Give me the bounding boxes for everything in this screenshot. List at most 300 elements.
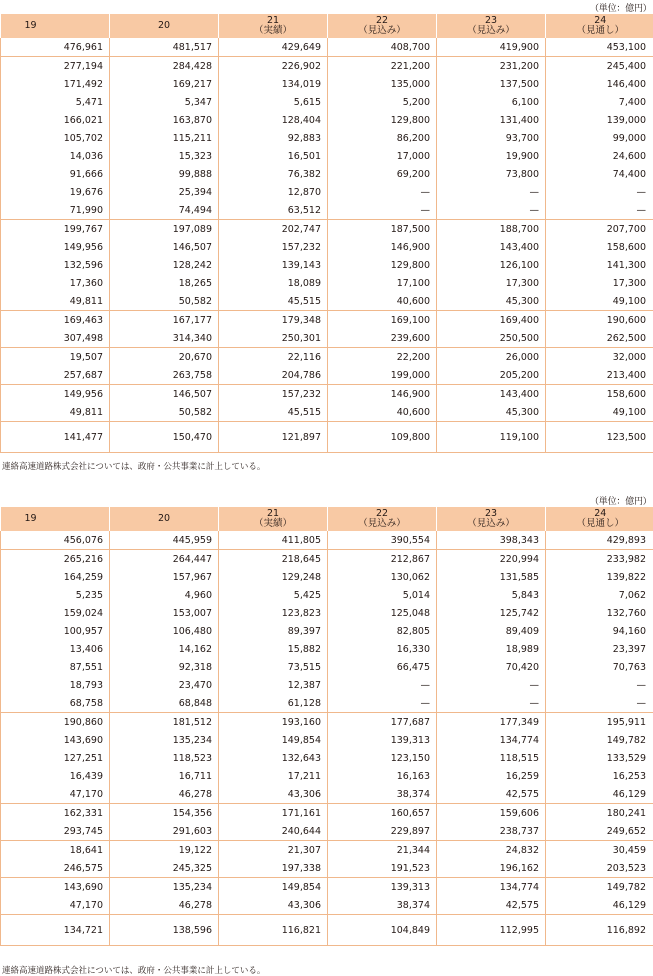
- table-cell: 129,248: [219, 568, 328, 586]
- table-row: [1, 859, 653, 878]
- table-cell: 16,330: [328, 640, 437, 658]
- table-cell: 139,822: [546, 568, 653, 586]
- header-sub: （見込み）: [437, 26, 545, 36]
- header-year: 19: [25, 20, 37, 31]
- table-cell: 68,758: [1, 694, 110, 713]
- header-year: 21: [267, 15, 279, 26]
- table-cell: 171,161: [219, 804, 328, 823]
- table-cell: 21,307: [219, 841, 328, 860]
- table-cell: 229,897: [328, 822, 437, 841]
- table-cell: 238,737: [437, 822, 546, 841]
- table-cell: 99,000: [546, 129, 653, 147]
- table-cell: 24,600: [546, 147, 653, 165]
- total-row: [1, 422, 653, 453]
- table-cell: 180,241: [546, 804, 653, 823]
- table-cell: 125,742: [437, 604, 546, 622]
- table-cell: —: [546, 183, 653, 201]
- table-cell: 94,160: [546, 622, 653, 640]
- table-cell: 207,700: [546, 220, 653, 239]
- table-cell: 250,301: [219, 329, 328, 348]
- table-cell: 5,347: [110, 93, 219, 111]
- table-cell: 284,428: [110, 57, 219, 76]
- table-cell: 264,447: [110, 550, 219, 569]
- header-year-22: [328, 14, 437, 38]
- table-cell: 43,306: [219, 785, 328, 804]
- table-cell: 89,397: [219, 622, 328, 640]
- header-sub: （実績）: [219, 26, 327, 36]
- table-cell: 46,278: [110, 785, 219, 804]
- table-cell: 12,870: [219, 183, 328, 201]
- table-row: [1, 586, 653, 604]
- table-cell: —: [546, 676, 653, 694]
- table-cell: 157,232: [219, 385, 328, 404]
- table-cell: 445,959: [110, 531, 219, 550]
- table-row: [1, 785, 653, 804]
- table-cell: 456,076: [1, 531, 110, 550]
- table-cell: 291,603: [110, 822, 219, 841]
- table-cell: 115,211: [110, 129, 219, 147]
- table-cell: 135,000: [328, 75, 437, 93]
- table-cell: 190,860: [1, 713, 110, 732]
- table-cell: 17,211: [219, 767, 328, 785]
- table-cell: 190,600: [546, 311, 653, 330]
- table-row: [1, 531, 653, 550]
- table-cell: 169,217: [110, 75, 219, 93]
- table-cell: 419,900: [437, 38, 546, 57]
- header-year-19: [1, 507, 110, 531]
- table-cell: 46,129: [546, 785, 653, 804]
- table-row: [1, 93, 653, 111]
- table-cell: 5,425: [219, 586, 328, 604]
- table-row: [1, 311, 653, 330]
- table-cell: 143,690: [1, 731, 110, 749]
- header-year: 21: [267, 508, 279, 519]
- table-cell: 46,278: [110, 896, 219, 915]
- table-cell: 143,400: [437, 385, 546, 404]
- table-cell: 19,507: [1, 348, 110, 367]
- table-cell: 197,089: [110, 220, 219, 239]
- data-table: [0, 507, 653, 946]
- table-cell: 7,400: [546, 93, 653, 111]
- table-cell: 49,811: [1, 292, 110, 311]
- table-cell: 146,900: [328, 238, 437, 256]
- table-row: [1, 713, 653, 732]
- table-row: [1, 348, 653, 367]
- table-cell: 18,089: [219, 274, 328, 292]
- table-cell: 73,800: [437, 165, 546, 183]
- header-year-20: [110, 14, 219, 38]
- table-cell: 30,459: [546, 841, 653, 860]
- table-cell: 50,582: [110, 403, 219, 422]
- table-cell: —: [437, 183, 546, 201]
- header-year-21: [219, 14, 328, 38]
- table-row: [1, 38, 653, 57]
- table-cell: 12,387: [219, 676, 328, 694]
- table-cell: 14,036: [1, 147, 110, 165]
- table-cell: 398,343: [437, 531, 546, 550]
- table-cell: 68,848: [110, 694, 219, 713]
- table-row: [1, 896, 653, 915]
- table-cell: 139,000: [546, 111, 653, 129]
- table-cell: 125,048: [328, 604, 437, 622]
- table-cell: 453,100: [546, 38, 653, 57]
- table-cell: 45,300: [437, 292, 546, 311]
- table-cell: 134,721: [1, 915, 110, 946]
- table-cell: 61,128: [219, 694, 328, 713]
- table-row: [1, 822, 653, 841]
- table-cell: 21,344: [328, 841, 437, 860]
- table-cell: 43,306: [219, 896, 328, 915]
- header-sub: （実績）: [219, 519, 327, 529]
- table-cell: 18,265: [110, 274, 219, 292]
- header-sub: （見込み）: [328, 26, 436, 36]
- table-cell: 143,400: [437, 238, 546, 256]
- table-cell: 149,782: [546, 731, 653, 749]
- table-row: [1, 220, 653, 239]
- table-cell: 245,400: [546, 57, 653, 76]
- table-cell: 7,062: [546, 586, 653, 604]
- table-cell: 123,823: [219, 604, 328, 622]
- table-cell: 169,463: [1, 311, 110, 330]
- table-cell: 23,397: [546, 640, 653, 658]
- table-cell: 16,253: [546, 767, 653, 785]
- table-cell: 87,551: [1, 658, 110, 676]
- table-row: [1, 329, 653, 348]
- table-cell: 199,767: [1, 220, 110, 239]
- table-cell: 166,021: [1, 111, 110, 129]
- table-cell: 123,150: [328, 749, 437, 767]
- table-cell: 5,471: [1, 93, 110, 111]
- table-cell: 262,500: [546, 329, 653, 348]
- table-cell: 22,200: [328, 348, 437, 367]
- table-cell: 171,492: [1, 75, 110, 93]
- table-cell: 226,902: [219, 57, 328, 76]
- table-cell: 188,700: [437, 220, 546, 239]
- table-cell: 17,300: [546, 274, 653, 292]
- table-cell: 240,644: [219, 822, 328, 841]
- table-row: [1, 622, 653, 640]
- table-cell: 118,515: [437, 749, 546, 767]
- table-cell: 121,897: [219, 422, 328, 453]
- table-row: [1, 201, 653, 220]
- table-cell: 164,259: [1, 568, 110, 586]
- table-cell: 112,995: [437, 915, 546, 946]
- table-cell: 100,957: [1, 622, 110, 640]
- table-cell: 5,843: [437, 586, 546, 604]
- table-cell: —: [328, 183, 437, 201]
- table-row: [1, 749, 653, 767]
- table-cell: 129,800: [328, 111, 437, 129]
- table-cell: 203,523: [546, 859, 653, 878]
- table-cell: 26,000: [437, 348, 546, 367]
- table-cell: 162,331: [1, 804, 110, 823]
- table-cell: 157,232: [219, 238, 328, 256]
- header-year-22: [328, 507, 437, 531]
- table-cell: 32,000: [546, 348, 653, 367]
- table-cell: 187,500: [328, 220, 437, 239]
- table-cell: 19,900: [437, 147, 546, 165]
- table-row: [1, 658, 653, 676]
- table-cell: 177,687: [328, 713, 437, 732]
- table-row: [1, 568, 653, 586]
- table-cell: 246,575: [1, 859, 110, 878]
- table-cell: 169,400: [437, 311, 546, 330]
- table-row: [1, 292, 653, 311]
- table-cell: 19,676: [1, 183, 110, 201]
- table-cell: 141,300: [546, 256, 653, 274]
- header-year: 23: [485, 508, 497, 519]
- total-row: [1, 915, 653, 946]
- table-cell: 15,882: [219, 640, 328, 658]
- table-row: [1, 731, 653, 749]
- table-cell: 481,517: [110, 38, 219, 57]
- table-cell: 45,515: [219, 403, 328, 422]
- table-cell: 408,700: [328, 38, 437, 57]
- table-cell: 49,100: [546, 292, 653, 311]
- table-cell: 128,242: [110, 256, 219, 274]
- header-year-24: [546, 14, 653, 38]
- table-cell: 17,000: [328, 147, 437, 165]
- table-cell: 70,763: [546, 658, 653, 676]
- table-row: [1, 129, 653, 147]
- table-cell: 16,163: [328, 767, 437, 785]
- table-cell: 146,900: [328, 385, 437, 404]
- table-row: [1, 550, 653, 569]
- table-cell: 204,786: [219, 366, 328, 385]
- table-cell: 179,348: [219, 311, 328, 330]
- table-cell: 163,870: [110, 111, 219, 129]
- table-cell: 390,554: [328, 531, 437, 550]
- table-cell: 212,867: [328, 550, 437, 569]
- table-cell: 265,216: [1, 550, 110, 569]
- table-cell: 42,575: [437, 785, 546, 804]
- table-cell: 293,745: [1, 822, 110, 841]
- table-cell: —: [437, 201, 546, 220]
- table-cell: 89,409: [437, 622, 546, 640]
- table-cell: 135,234: [110, 878, 219, 897]
- table-cell: 15,323: [110, 147, 219, 165]
- table-cell: 18,641: [1, 841, 110, 860]
- table-row: [1, 57, 653, 76]
- header-row: [1, 507, 653, 531]
- header-year-23: [437, 507, 546, 531]
- table-cell: 128,404: [219, 111, 328, 129]
- header-year: 20: [158, 20, 170, 31]
- table-cell: —: [546, 201, 653, 220]
- header-sub: （見通し）: [546, 519, 653, 529]
- table-cell: 63,512: [219, 201, 328, 220]
- table-row: [1, 676, 653, 694]
- table-cell: 137,500: [437, 75, 546, 93]
- table-cell: 411,805: [219, 531, 328, 550]
- table-cell: 116,821: [219, 915, 328, 946]
- table-cell: 131,585: [437, 568, 546, 586]
- table-cell: 23,470: [110, 676, 219, 694]
- table-cell: 158,600: [546, 385, 653, 404]
- table-cell: 263,758: [110, 366, 219, 385]
- table-cell: 139,143: [219, 256, 328, 274]
- table-cell: 14,162: [110, 640, 219, 658]
- table-cell: 47,170: [1, 785, 110, 804]
- data-table: [0, 14, 653, 453]
- table-cell: 5,200: [328, 93, 437, 111]
- table-cell: 132,760: [546, 604, 653, 622]
- table-cell: 69,200: [328, 165, 437, 183]
- table-cell: 129,800: [328, 256, 437, 274]
- table-cell: 205,200: [437, 366, 546, 385]
- table-cell: 150,470: [110, 422, 219, 453]
- header-year: 24: [594, 508, 606, 519]
- table-cell: 149,956: [1, 385, 110, 404]
- table-cell: 159,024: [1, 604, 110, 622]
- table-cell: 249,652: [546, 822, 653, 841]
- table-cell: 231,200: [437, 57, 546, 76]
- table-cell: 429,649: [219, 38, 328, 57]
- table-cell: 213,400: [546, 366, 653, 385]
- table-cell: 141,477: [1, 422, 110, 453]
- table-cell: 149,956: [1, 238, 110, 256]
- table-cell: 91,666: [1, 165, 110, 183]
- table-cell: 126,100: [437, 256, 546, 274]
- table-cell: 197,338: [219, 859, 328, 878]
- table-cell: 76,382: [219, 165, 328, 183]
- table-cell: 139,313: [328, 731, 437, 749]
- table-cell: 16,259: [437, 767, 546, 785]
- table-row: [1, 147, 653, 165]
- table-cell: 146,507: [110, 385, 219, 404]
- table-cell: 153,007: [110, 604, 219, 622]
- table-cell: 159,606: [437, 804, 546, 823]
- table-cell: 116,892: [546, 915, 653, 946]
- table-row: [1, 366, 653, 385]
- header-sub: （見込み）: [328, 519, 436, 529]
- table-cell: 143,690: [1, 878, 110, 897]
- table-body: [1, 531, 653, 946]
- unit-label: （単位：億円）: [590, 1, 652, 14]
- table-cell: 82,805: [328, 622, 437, 640]
- table-row: [1, 238, 653, 256]
- header-year: 22: [376, 15, 388, 26]
- table-cell: 167,177: [110, 311, 219, 330]
- table-cell: 133,529: [546, 749, 653, 767]
- unit-label: （単位：億円）: [590, 494, 652, 507]
- footnote: 連絡高速道路株式会社については、政府・公共事業に計上している。: [2, 964, 265, 976]
- table-cell: 160,657: [328, 804, 437, 823]
- table-cell: 92,318: [110, 658, 219, 676]
- table-cell: 476,961: [1, 38, 110, 57]
- table-cell: 134,019: [219, 75, 328, 93]
- table-cell: 130,062: [328, 568, 437, 586]
- table-cell: 154,356: [110, 804, 219, 823]
- table-cell: 5,235: [1, 586, 110, 604]
- table-cell: 181,512: [110, 713, 219, 732]
- table-cell: 38,374: [328, 896, 437, 915]
- table-cell: 239,600: [328, 329, 437, 348]
- table-cell: 16,439: [1, 767, 110, 785]
- table-cell: 193,160: [219, 713, 328, 732]
- header-year: 22: [376, 508, 388, 519]
- table-cell: 6,100: [437, 93, 546, 111]
- table-cell: 138,596: [110, 915, 219, 946]
- table-row: [1, 640, 653, 658]
- table-cell: 149,854: [219, 878, 328, 897]
- table-cell: 46,129: [546, 896, 653, 915]
- table-cell: 127,251: [1, 749, 110, 767]
- table-cell: —: [328, 676, 437, 694]
- table-cell: 132,596: [1, 256, 110, 274]
- table-cell: 13,406: [1, 640, 110, 658]
- table-row: [1, 694, 653, 713]
- table-cell: 25,394: [110, 183, 219, 201]
- table-cell: 20,670: [110, 348, 219, 367]
- table-cell: 169,100: [328, 311, 437, 330]
- table-row: [1, 604, 653, 622]
- table-cell: 16,711: [110, 767, 219, 785]
- table-cell: 66,475: [328, 658, 437, 676]
- table-row: [1, 165, 653, 183]
- table-cell: 109,800: [328, 422, 437, 453]
- table-cell: 134,774: [437, 731, 546, 749]
- table-cell: 106,480: [110, 622, 219, 640]
- table-cell: 202,747: [219, 220, 328, 239]
- table-cell: 146,400: [546, 75, 653, 93]
- table-cell: 74,400: [546, 165, 653, 183]
- table-cell: 50,582: [110, 292, 219, 311]
- table-cell: 86,200: [328, 129, 437, 147]
- table-cell: 19,122: [110, 841, 219, 860]
- table-cell: 104,849: [328, 915, 437, 946]
- table-cell: 158,600: [546, 238, 653, 256]
- table-body: [1, 38, 653, 453]
- table-cell: 47,170: [1, 896, 110, 915]
- table-row: [1, 403, 653, 422]
- header-row: [1, 14, 653, 38]
- table-cell: 73,515: [219, 658, 328, 676]
- header-sub: （見通し）: [546, 26, 653, 36]
- table-cell: 49,100: [546, 403, 653, 422]
- table-cell: 18,989: [437, 640, 546, 658]
- table-cell: 40,600: [328, 292, 437, 311]
- header-year: 23: [485, 15, 497, 26]
- table-cell: 93,700: [437, 129, 546, 147]
- table-cell: 221,200: [328, 57, 437, 76]
- header-year: 24: [594, 15, 606, 26]
- table-cell: 118,523: [110, 749, 219, 767]
- table-cell: 17,300: [437, 274, 546, 292]
- table-cell: 105,702: [1, 129, 110, 147]
- table-row: [1, 878, 653, 897]
- table-cell: 5,014: [328, 586, 437, 604]
- table-cell: 22,116: [219, 348, 328, 367]
- table-cell: 40,600: [328, 403, 437, 422]
- header-year-19: [1, 14, 110, 38]
- table-cell: 218,645: [219, 550, 328, 569]
- table-row: [1, 75, 653, 93]
- table-cell: 307,498: [1, 329, 110, 348]
- table-cell: 4,960: [110, 586, 219, 604]
- table-cell: 134,774: [437, 878, 546, 897]
- table-cell: 45,300: [437, 403, 546, 422]
- table-cell: 71,990: [1, 201, 110, 220]
- table-cell: 18,793: [1, 676, 110, 694]
- table-cell: 245,325: [110, 859, 219, 878]
- table-cell: 139,313: [328, 878, 437, 897]
- table-row: [1, 841, 653, 860]
- table-cell: 119,100: [437, 422, 546, 453]
- table-cell: 49,811: [1, 403, 110, 422]
- table-cell: 5,615: [219, 93, 328, 111]
- table-cell: 196,162: [437, 859, 546, 878]
